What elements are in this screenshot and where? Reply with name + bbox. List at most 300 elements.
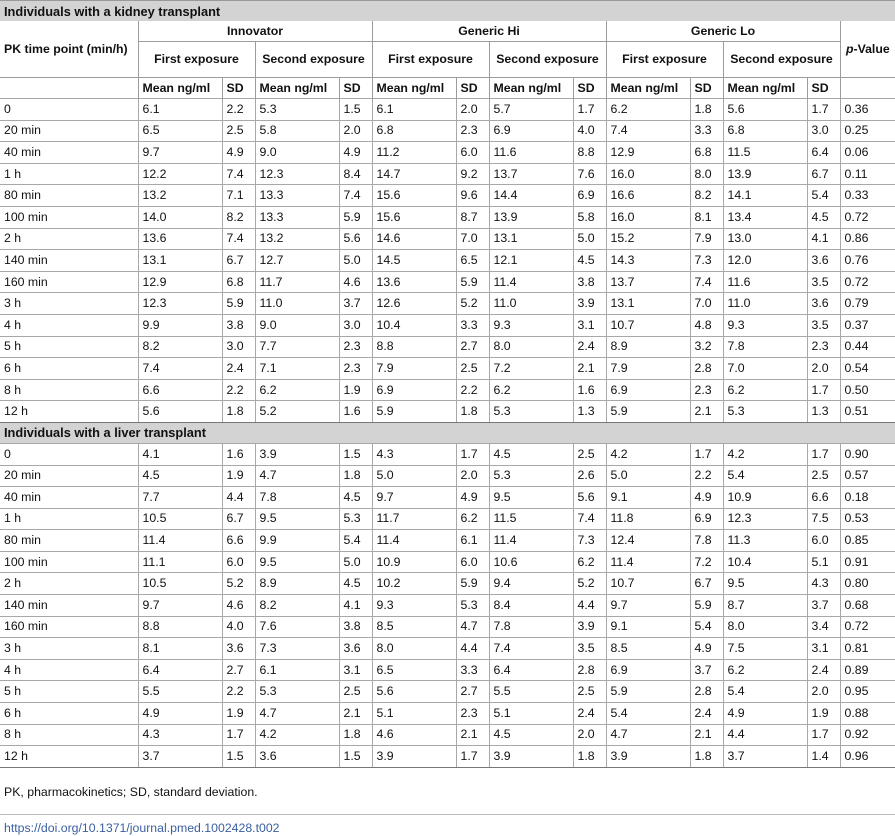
table-row — [0, 358, 895, 380]
sd-cell: 4.6 — [339, 271, 372, 293]
sd-cell: 3.8 — [573, 271, 606, 293]
mean-cell: 3.9 — [606, 746, 690, 768]
sd-cell: 3.2 — [690, 336, 723, 358]
sd-cell: 5.9 — [339, 206, 372, 228]
mean-cell: 5.9 — [606, 681, 690, 703]
sd-cell: 1.9 — [222, 465, 255, 487]
sd-cell: 2.3 — [690, 379, 723, 401]
sd-cell: 8.1 — [690, 206, 723, 228]
mean-cell: 4.5 — [489, 724, 573, 746]
sd-cell: 1.7 — [807, 443, 840, 465]
mean-cell: 12.6 — [372, 293, 456, 315]
mean-cell: 4.2 — [606, 443, 690, 465]
sd-cell: 5.0 — [573, 228, 606, 250]
mean-cell: 12.2 — [138, 163, 222, 185]
sd-cell: 8.8 — [573, 142, 606, 164]
mean-cell: 4.9 — [723, 703, 807, 725]
table-row — [0, 595, 895, 617]
sd-cell: 4.5 — [339, 573, 372, 595]
mean-header: Mean ng/ml — [606, 78, 690, 99]
sd-cell: 2.7 — [456, 681, 489, 703]
mean-cell: 11.2 — [372, 142, 456, 164]
time-point-cell: 1 h — [0, 508, 138, 530]
mean-cell: 16.6 — [606, 185, 690, 207]
sd-cell: 1.3 — [573, 401, 606, 423]
sd-cell: 5.6 — [339, 228, 372, 250]
table-row — [0, 746, 895, 768]
mean-cell: 15.6 — [372, 206, 456, 228]
mean-cell: 9.0 — [255, 314, 339, 336]
pvalue-cell: 0.25 — [840, 120, 895, 142]
sd-cell: 2.0 — [807, 681, 840, 703]
mean-cell: 11.7 — [255, 271, 339, 293]
table-row — [0, 185, 895, 207]
mean-cell: 10.7 — [606, 314, 690, 336]
mean-cell: 6.2 — [255, 379, 339, 401]
mean-cell: 8.9 — [255, 573, 339, 595]
table-row — [0, 142, 895, 164]
sd-cell: 6.9 — [690, 508, 723, 530]
pvalue-cell: 0.79 — [840, 293, 895, 315]
mean-cell: 4.3 — [372, 443, 456, 465]
mean-cell: 4.7 — [255, 465, 339, 487]
second-exposure-header: Second exposure — [255, 42, 372, 78]
second-exposure-header: Second exposure — [489, 42, 606, 78]
sd-cell: 3.7 — [807, 595, 840, 617]
time-point-cell: 4 h — [0, 314, 138, 336]
mean-cell: 11.7 — [372, 508, 456, 530]
time-point-cell: 1 h — [0, 163, 138, 185]
mean-cell: 9.9 — [138, 314, 222, 336]
table-row — [0, 379, 895, 401]
sd-cell: 6.6 — [222, 530, 255, 552]
sd-cell: 4.5 — [339, 487, 372, 509]
sd-cell: 3.8 — [339, 616, 372, 638]
mean-cell: 12.7 — [255, 250, 339, 272]
sd-cell: 5.4 — [807, 185, 840, 207]
sd-cell: 4.6 — [222, 595, 255, 617]
sd-cell: 3.3 — [456, 659, 489, 681]
sd-cell: 2.0 — [339, 120, 372, 142]
first-exposure-header: First exposure — [606, 42, 723, 78]
mean-cell: 14.6 — [372, 228, 456, 250]
pvalue-rest: -Value — [853, 41, 890, 56]
sd-cell: 1.6 — [222, 443, 255, 465]
mean-cell: 14.7 — [372, 163, 456, 185]
sd-cell: 4.0 — [222, 616, 255, 638]
sd-cell: 8.4 — [339, 163, 372, 185]
sd-header: SD — [339, 78, 372, 99]
mean-cell: 10.6 — [489, 551, 573, 573]
sd-cell: 2.3 — [807, 336, 840, 358]
sd-cell: 5.9 — [690, 595, 723, 617]
sd-cell: 6.7 — [222, 250, 255, 272]
section-header-row — [0, 422, 895, 443]
mean-cell: 7.1 — [255, 358, 339, 380]
sd-header: SD — [807, 78, 840, 99]
sd-header: SD — [690, 78, 723, 99]
sd-cell: 4.8 — [690, 314, 723, 336]
time-point-cell: 160 min — [0, 616, 138, 638]
mean-cell: 13.0 — [723, 228, 807, 250]
sd-cell: 2.2 — [690, 465, 723, 487]
sd-cell: 1.7 — [456, 443, 489, 465]
mean-cell: 11.4 — [606, 551, 690, 573]
mean-cell: 5.3 — [723, 401, 807, 423]
sd-cell: 2.5 — [222, 120, 255, 142]
time-point-cell: 80 min — [0, 185, 138, 207]
sd-cell: 1.8 — [339, 724, 372, 746]
sd-cell: 1.7 — [807, 379, 840, 401]
pvalue-cell: 0.11 — [840, 163, 895, 185]
mean-header: Mean ng/ml — [489, 78, 573, 99]
group-header: Innovator — [138, 21, 372, 42]
sd-cell: 2.1 — [690, 401, 723, 423]
mean-cell: 8.9 — [606, 336, 690, 358]
mean-cell: 8.5 — [606, 638, 690, 660]
mean-cell: 6.2 — [723, 379, 807, 401]
sd-cell: 3.0 — [339, 314, 372, 336]
mean-cell: 5.4 — [723, 465, 807, 487]
sd-cell: 5.1 — [807, 551, 840, 573]
time-point-cell: 3 h — [0, 293, 138, 315]
table-row — [0, 293, 895, 315]
sd-cell: 2.0 — [573, 724, 606, 746]
sd-cell: 5.9 — [456, 573, 489, 595]
sd-cell: 7.6 — [573, 163, 606, 185]
doi-link[interactable]: https://doi.org/10.1371/journal.pmed.1002428.t002 — [0, 814, 895, 836]
sd-cell: 1.7 — [690, 443, 723, 465]
mean-cell: 4.7 — [606, 724, 690, 746]
sd-cell: 2.5 — [573, 443, 606, 465]
mean-cell: 5.1 — [489, 703, 573, 725]
mean-cell: 12.9 — [138, 271, 222, 293]
sd-cell: 1.5 — [222, 746, 255, 768]
mean-cell: 9.0 — [255, 142, 339, 164]
section-header-row — [0, 1, 895, 22]
sd-cell: 3.9 — [573, 616, 606, 638]
sd-cell: 1.3 — [807, 401, 840, 423]
mean-cell: 4.6 — [372, 724, 456, 746]
mean-cell: 10.2 — [372, 573, 456, 595]
sd-cell: 9.6 — [456, 185, 489, 207]
sd-cell: 2.4 — [222, 358, 255, 380]
mean-cell: 9.9 — [255, 530, 339, 552]
sd-cell: 4.1 — [339, 595, 372, 617]
sd-cell: 1.9 — [339, 379, 372, 401]
mean-cell: 9.3 — [723, 314, 807, 336]
mean-cell: 9.7 — [606, 595, 690, 617]
sd-cell: 1.6 — [573, 379, 606, 401]
sd-cell: 1.8 — [339, 465, 372, 487]
sd-cell: 7.5 — [807, 508, 840, 530]
first-exposure-header: First exposure — [138, 42, 255, 78]
sd-cell: 7.0 — [456, 228, 489, 250]
mean-cell: 13.2 — [255, 228, 339, 250]
mean-cell: 4.5 — [138, 465, 222, 487]
pvalue-cell: 0.72 — [840, 206, 895, 228]
sd-cell: 3.1 — [807, 638, 840, 660]
mean-cell: 9.3 — [489, 314, 573, 336]
mean-cell: 8.1 — [138, 638, 222, 660]
table-row — [0, 508, 895, 530]
sd-cell: 3.5 — [807, 271, 840, 293]
mean-cell: 10.5 — [138, 573, 222, 595]
group-header: Generic Lo — [606, 21, 840, 42]
sd-cell: 7.4 — [339, 185, 372, 207]
time-point-cell: 0 — [0, 443, 138, 465]
mean-cell: 12.1 — [489, 250, 573, 272]
time-point-cell: 160 min — [0, 271, 138, 293]
time-point-cell: 0 — [0, 99, 138, 121]
mean-cell: 3.7 — [138, 746, 222, 768]
mean-cell: 6.8 — [723, 120, 807, 142]
mean-cell: 5.4 — [723, 681, 807, 703]
time-point-cell: 20 min — [0, 120, 138, 142]
sd-cell: 2.8 — [690, 681, 723, 703]
sd-cell: 1.8 — [690, 746, 723, 768]
mean-cell: 10.9 — [372, 551, 456, 573]
mean-cell: 6.2 — [606, 99, 690, 121]
mean-cell: 6.4 — [489, 659, 573, 681]
mean-cell: 8.2 — [138, 336, 222, 358]
pvalue-cell: 0.68 — [840, 595, 895, 617]
mean-cell: 6.9 — [489, 120, 573, 142]
mean-cell: 13.1 — [138, 250, 222, 272]
time-point-cell: 100 min — [0, 551, 138, 573]
mean-cell: 6.1 — [255, 659, 339, 681]
sd-cell: 4.1 — [807, 228, 840, 250]
mean-cell: 6.4 — [138, 659, 222, 681]
sd-cell: 2.7 — [222, 659, 255, 681]
table-row — [0, 336, 895, 358]
sd-cell: 4.3 — [807, 573, 840, 595]
sd-cell: 3.1 — [339, 659, 372, 681]
mean-cell: 7.5 — [723, 638, 807, 660]
pvalue-cell: 0.89 — [840, 659, 895, 681]
mean-cell: 11.0 — [489, 293, 573, 315]
mean-cell: 11.4 — [489, 271, 573, 293]
mean-cell: 9.1 — [606, 487, 690, 509]
mean-cell: 5.0 — [372, 465, 456, 487]
pvalue-cell: 0.72 — [840, 616, 895, 638]
mean-cell: 13.7 — [489, 163, 573, 185]
sd-cell: 5.2 — [222, 573, 255, 595]
pvalue-cell: 0.96 — [840, 746, 895, 768]
mean-cell: 9.7 — [138, 142, 222, 164]
sd-cell: 4.4 — [573, 595, 606, 617]
time-point-cell: 4 h — [0, 659, 138, 681]
sd-cell: 7.3 — [690, 250, 723, 272]
time-point-cell: 12 h — [0, 401, 138, 423]
section-title: Individuals with a kidney transplant — [0, 1, 895, 22]
mean-header: Mean ng/ml — [255, 78, 339, 99]
mean-cell: 6.6 — [138, 379, 222, 401]
sd-cell: 1.8 — [690, 99, 723, 121]
sd-cell: 2.0 — [456, 465, 489, 487]
table-row — [0, 573, 895, 595]
mean-cell: 13.3 — [255, 185, 339, 207]
pvalue-cell: 0.33 — [840, 185, 895, 207]
sd-cell: 2.4 — [807, 659, 840, 681]
mean-cell: 15.2 — [606, 228, 690, 250]
mean-cell: 12.4 — [606, 530, 690, 552]
sd-cell: 7.0 — [690, 293, 723, 315]
mean-cell: 7.8 — [723, 336, 807, 358]
sd-cell: 1.9 — [222, 703, 255, 725]
sd-cell: 4.9 — [222, 142, 255, 164]
sd-cell: 1.5 — [339, 443, 372, 465]
table-row — [0, 703, 895, 725]
mean-cell: 13.3 — [255, 206, 339, 228]
sd-cell: 7.1 — [222, 185, 255, 207]
sd-cell: 9.2 — [456, 163, 489, 185]
sd-cell: 1.7 — [807, 724, 840, 746]
mean-cell: 7.4 — [606, 120, 690, 142]
time-point-cell: 140 min — [0, 595, 138, 617]
sd-cell: 6.8 — [222, 271, 255, 293]
time-point-cell: 140 min — [0, 250, 138, 272]
pvalue-header — [840, 21, 895, 78]
sd-cell: 5.4 — [339, 530, 372, 552]
sd-cell: 7.4 — [573, 508, 606, 530]
sd-cell: 1.8 — [222, 401, 255, 423]
mean-cell: 8.7 — [723, 595, 807, 617]
mean-cell: 10.9 — [723, 487, 807, 509]
mean-cell: 11.3 — [723, 530, 807, 552]
time-point-cell: 6 h — [0, 703, 138, 725]
sd-cell: 3.9 — [573, 293, 606, 315]
sd-cell: 2.5 — [807, 465, 840, 487]
mean-cell: 7.0 — [723, 358, 807, 380]
blank-header — [840, 78, 895, 99]
time-point-cell: 5 h — [0, 336, 138, 358]
sd-cell: 2.1 — [339, 703, 372, 725]
pvalue-cell: 0.06 — [840, 142, 895, 164]
sd-cell: 2.1 — [573, 358, 606, 380]
mean-cell: 6.5 — [372, 659, 456, 681]
mean-cell: 8.4 — [489, 595, 573, 617]
mean-header: Mean ng/ml — [138, 78, 222, 99]
pvalue-cell: 0.18 — [840, 487, 895, 509]
sd-cell: 1.5 — [339, 99, 372, 121]
sd-cell: 5.3 — [456, 595, 489, 617]
mean-cell: 12.3 — [138, 293, 222, 315]
sd-cell: 1.5 — [339, 746, 372, 768]
sd-cell: 4.9 — [339, 142, 372, 164]
mean-cell: 4.2 — [723, 443, 807, 465]
sd-cell: 6.0 — [222, 551, 255, 573]
mean-cell: 11.5 — [723, 142, 807, 164]
mean-cell: 3.6 — [255, 746, 339, 768]
sd-cell: 7.2 — [690, 551, 723, 573]
table-row — [0, 271, 895, 293]
table-row — [0, 228, 895, 250]
pvalue-cell: 0.51 — [840, 401, 895, 423]
mean-cell: 10.7 — [606, 573, 690, 595]
sd-cell: 3.6 — [807, 293, 840, 315]
table-row — [0, 659, 895, 681]
mean-cell: 6.8 — [372, 120, 456, 142]
mean-cell: 6.2 — [489, 379, 573, 401]
mean-cell: 14.5 — [372, 250, 456, 272]
sd-cell: 1.4 — [807, 746, 840, 768]
mean-cell: 9.1 — [606, 616, 690, 638]
mean-cell: 4.4 — [723, 724, 807, 746]
mean-cell: 5.1 — [372, 703, 456, 725]
pvalue-cell: 0.50 — [840, 379, 895, 401]
pvalue-cell: 0.80 — [840, 573, 895, 595]
sd-cell: 3.1 — [573, 314, 606, 336]
mean-cell: 5.4 — [606, 703, 690, 725]
mean-cell: 8.8 — [138, 616, 222, 638]
mean-cell: 12.0 — [723, 250, 807, 272]
pvalue-cell: 0.57 — [840, 465, 895, 487]
sd-cell: 6.6 — [807, 487, 840, 509]
sd-header: SD — [456, 78, 489, 99]
sd-cell: 2.2 — [222, 681, 255, 703]
sd-cell: 2.5 — [339, 681, 372, 703]
mean-cell: 6.1 — [372, 99, 456, 121]
mean-cell: 3.9 — [255, 443, 339, 465]
time-point-cell: 40 min — [0, 487, 138, 509]
mean-cell: 5.8 — [255, 120, 339, 142]
mean-cell: 13.6 — [138, 228, 222, 250]
sd-cell: 2.7 — [456, 336, 489, 358]
mean-cell: 11.4 — [138, 530, 222, 552]
mean-cell: 10.4 — [372, 314, 456, 336]
sd-cell: 2.5 — [456, 358, 489, 380]
mean-cell: 9.5 — [723, 573, 807, 595]
pvalue-cell: 0.76 — [840, 250, 895, 272]
mean-cell: 12.3 — [723, 508, 807, 530]
sd-cell: 6.7 — [807, 163, 840, 185]
table-row — [0, 551, 895, 573]
mean-cell: 6.2 — [723, 659, 807, 681]
sd-cell: 1.7 — [456, 746, 489, 768]
table-row — [0, 724, 895, 746]
table-row — [0, 314, 895, 336]
mean-cell: 5.2 — [255, 401, 339, 423]
mean-cell: 9.5 — [255, 508, 339, 530]
sd-cell: 4.9 — [456, 487, 489, 509]
mean-cell: 8.0 — [723, 616, 807, 638]
sd-cell: 5.9 — [456, 271, 489, 293]
mean-cell: 7.6 — [255, 616, 339, 638]
sd-cell: 5.9 — [222, 293, 255, 315]
sd-cell: 1.8 — [573, 746, 606, 768]
sd-cell: 2.3 — [456, 120, 489, 142]
mean-cell: 16.0 — [606, 163, 690, 185]
mean-cell: 4.5 — [489, 443, 573, 465]
mean-cell: 4.1 — [138, 443, 222, 465]
pvalue-cell: 0.36 — [840, 99, 895, 121]
mean-cell: 4.9 — [138, 703, 222, 725]
sd-cell: 2.8 — [573, 659, 606, 681]
mean-cell: 11.6 — [723, 271, 807, 293]
mean-cell: 7.9 — [606, 358, 690, 380]
time-point-cell: 3 h — [0, 638, 138, 660]
pvalue-cell: 0.81 — [840, 638, 895, 660]
sd-cell: 2.2 — [222, 379, 255, 401]
mean-cell: 7.7 — [255, 336, 339, 358]
sd-cell: 2.4 — [573, 336, 606, 358]
mean-cell: 3.9 — [372, 746, 456, 768]
sd-cell: 6.2 — [456, 508, 489, 530]
mean-cell: 12.9 — [606, 142, 690, 164]
mean-cell: 7.8 — [255, 487, 339, 509]
time-point-cell: 12 h — [0, 746, 138, 768]
